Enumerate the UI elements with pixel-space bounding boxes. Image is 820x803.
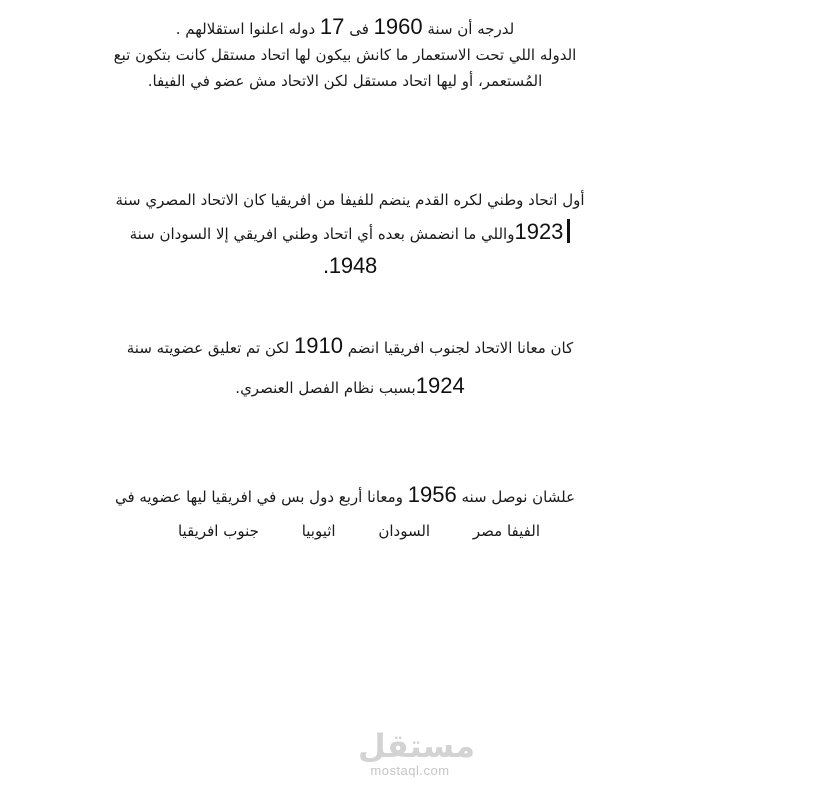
paragraph-line: المُستعمر، أو ليها اتحاد مستقل لكن الاتحاد مش عضو في الفيفا. — [147, 72, 543, 90]
text-run: بسبب نظام الفصل العنصري. — [235, 379, 416, 397]
year-number: 1924 — [415, 373, 465, 398]
paragraph-line — [60, 478, 630, 514]
year-number: 1910 — [294, 333, 343, 358]
country-item: مصر — [472, 522, 503, 540]
text-run: علشان نوصل سنه — [461, 488, 576, 506]
paragraph-line — [60, 14, 630, 42]
text-run: لكن تم تعليق عضويته سنة — [126, 339, 290, 357]
count-number: 17 — [319, 14, 345, 39]
text-run: لدرجه أن سنة — [427, 20, 515, 38]
paragraph-independence — [60, 14, 630, 94]
text-cursor — [567, 219, 570, 243]
watermark-logo: مستقل — [358, 727, 476, 765]
text-run: كان معانا الاتحاد لجنوب افريقيا انضم — [347, 339, 574, 357]
text-run: ومعانا أربع دول بس في افريقيا ليها عضويه في — [114, 488, 403, 506]
paragraph-line — [70, 327, 630, 367]
country-item: السودان — [378, 522, 431, 540]
country-item: اثيوبيا — [301, 522, 336, 540]
text-run: فى — [349, 20, 369, 38]
mostaql-watermark — [358, 727, 476, 778]
text-run: الفيفا — [506, 522, 540, 540]
paragraph-line: الدوله اللي تحت الاستعمار ما كانش بيكون لها اتحاد مستقل كانت بتكون تبع — [113, 46, 577, 64]
text-run: واللي ما انضمش بعده أي اتحاد وطني افريقي إلا السودان سنة — [129, 225, 515, 243]
year-number: 1956 — [407, 482, 457, 507]
country-list — [178, 514, 540, 548]
paragraph-line — [70, 250, 630, 284]
paragraph-south-africa — [70, 327, 630, 407]
year-number: 1923 — [514, 219, 564, 244]
paragraph-line: أول اتحاد وطني لكره القدم ينضم للفيفا من افريقيا كان الاتحاد المصري سنة — [115, 191, 585, 209]
paragraph-line — [60, 514, 630, 548]
paragraph-four-countries — [60, 478, 630, 548]
text-run: دوله اعلنوا استقلالهم . — [175, 20, 316, 38]
paragraph-line — [70, 367, 630, 407]
year-number: 1960 — [373, 14, 423, 39]
paragraph-egypt-federation — [70, 184, 630, 284]
year-number: 1948. — [322, 253, 378, 278]
country-item: جنوب افريقيا — [177, 522, 259, 540]
watermark-url: mostaql.com — [370, 763, 450, 778]
paragraph-line — [70, 216, 630, 250]
